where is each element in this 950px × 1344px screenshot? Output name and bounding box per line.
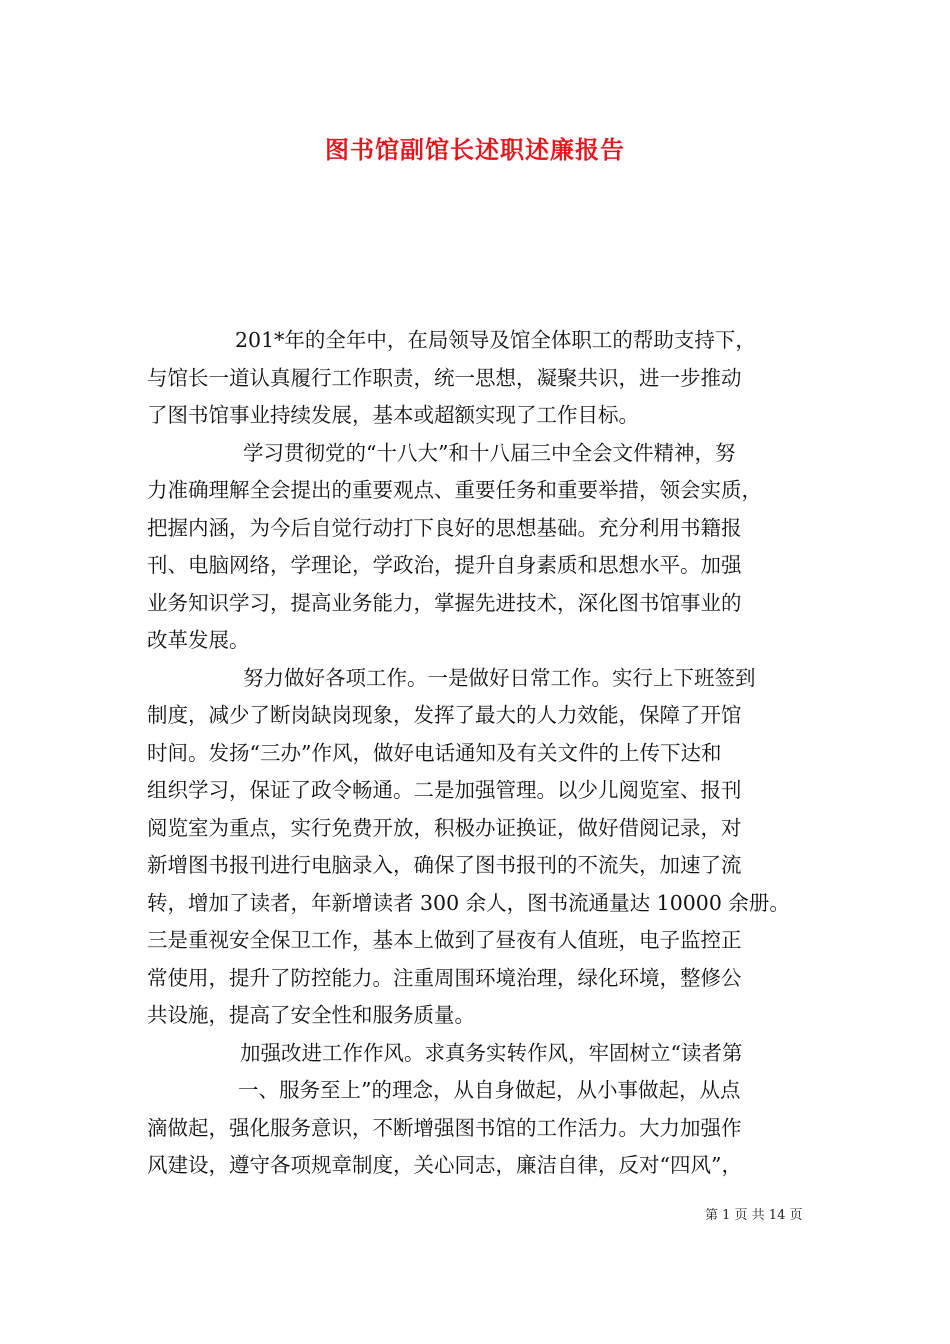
document-title: 图书馆副馆长述职述廉报告: [325, 135, 625, 164]
body-line: 时间。发扬“三办”作风，做好电话通知及有关文件的上传下达和: [147, 740, 722, 765]
body-line: 一、服务至上”的理念，从自身做起，从小事做起，从点: [238, 1078, 741, 1102]
body-line: 努力做好各项工作。一是做好日常工作。实行上下班签到: [243, 665, 756, 690]
body-line: 新增图书报刊进行电脑录入，确保了图书报刊的不流失，加速了流: [147, 853, 742, 877]
body-line: 与馆长一道认真履行工作职责，统一思想，凝聚共识，进一步推动: [147, 365, 742, 390]
body-line: 共设施，提高了安全性和服务质量。: [147, 1003, 475, 1027]
body-line: 力准确理解全会提出的重要观点、重要任务和重要举措，领会实质，: [147, 478, 762, 502]
body-line: 了图书馆事业持续发展，基本或超额实现了工作目标。: [147, 403, 639, 427]
body-line: 滴做起，强化服务意识，不断增强图书馆的工作活力。大力加强作: [147, 1115, 742, 1140]
body-line: 业务知识学习，提高业务能力，掌握先进技术，深化图书馆事业的: [147, 590, 742, 615]
body-line: 201*年的全年中，在局领导及馆全体职工的帮助支持下，: [235, 328, 756, 352]
page-number-footer: 第 1 页 共 14 页: [705, 1208, 803, 1223]
body-line: 刊、电脑网络，学理论，学政治，提升自身素质和思想水平。加强: [147, 553, 742, 577]
body-line: 三是重视安全保卫工作，基本上做到了昼夜有人值班，电子监控正: [147, 928, 742, 952]
body-line: 组织学习，保证了政令畅通。二是加强管理。以少儿阅览室、报刊: [147, 778, 742, 802]
body-line: 把握内涵，为今后自觉行动打下良好的思想基础。充分利用书籍报: [147, 515, 742, 540]
body-line: 阅览室为重点，实行免费开放，积极办证换证，做好借阅记录，对: [147, 815, 742, 840]
body-line: 常使用，提升了防控能力。注重周围环境治理，绿化环境，整修公: [147, 965, 742, 990]
body-line: 制度，减少了断岗缺岗现象，发挥了最大的人力效能，保障了开馆: [147, 703, 742, 727]
body-line: 改革发展。: [147, 628, 250, 652]
body-line: 转，增加了读者，年新增读者 300 余人，图书流通量达 10000 余册。: [147, 890, 790, 915]
body-line: 加强改进工作作风。求真务实转作风，牢固树立“读者第: [240, 1040, 743, 1065]
document-body: [147, 322, 807, 1185]
body-line: 风建设，遵守各项规章制度，关心同志，廉洁自律，反对“四风”，: [147, 1153, 742, 1177]
body-line: 学习贯彻党的“十八大”和十八届三中全会文件精神，努: [243, 440, 736, 465]
